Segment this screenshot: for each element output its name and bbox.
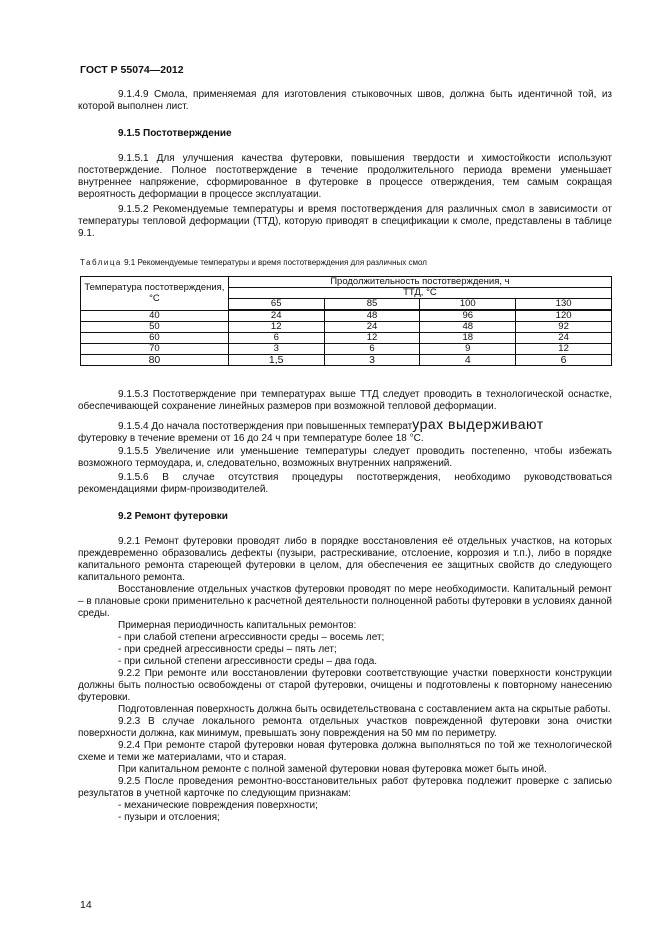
header-temperature: Температура постотверждения, °С (81, 277, 229, 311)
table-row (81, 333, 612, 344)
standard-header: ГОСТ Р 55074—2012 (80, 64, 184, 76)
table-caption-word: Таблица (80, 258, 122, 267)
paragraph-9-1-5-4-large: урах выдерживают (412, 416, 544, 432)
table-cell: 80 (81, 355, 229, 366)
table-cell: 12 (228, 322, 324, 333)
paragraph-9-1-5-4 (78, 418, 612, 445)
paragraph-9-1-5-3: 9.1.5.3 Постотверждение при температурах выше ТТД следует проводить в технологической оснастке, обеспечивающей сохранение линейных размеров при возможной тепловой деформации. (78, 389, 612, 412)
table-cell: 60 (81, 333, 229, 344)
paragraph-9-1-5-1: 9.1.5.1 Для улучшения качества футеровки, повышения твердости и химостойкости используют постотверждение. Полное постотверждение в течение продолжительного периода времени уменьшает внутреннее напряжение, сформированное в футеровке в процессе отверждения, тем самым сокращая вероятность деформации в процессе эксплуатации. (78, 153, 612, 200)
paragraph-9-2-2: 9.2.2 При ремонте или восстановлении футеровки соответствующие участки поверхности конструкции должны быть полностью освобождены от старой футеровки, очищены и подготовлены к повторному нанесению футеровки. (78, 668, 612, 703)
table-cell: 3 (228, 344, 324, 355)
post-cure-table (80, 276, 612, 366)
table-cell: 12 (324, 333, 420, 344)
section-heading-9-2: 9.2 Ремонт футеровки (118, 511, 228, 522)
table-cell: 24 (228, 310, 324, 322)
table-cell: 1,5 (228, 355, 324, 366)
table-cell: 70 (81, 344, 229, 355)
paragraph-prepared: Подготовленная поверхность должна быть освидетельствована с составлением акта на скрытые работы. (118, 704, 611, 715)
paragraph-9-1-5-4-end: футеровку в течение времени от 16 до 24 ч при температуре более 18 °С. (78, 433, 424, 444)
table-cell: 4 (420, 355, 516, 366)
paragraph-9-1-5-5: 9.1.5.5 Увеличение или уменьшение температуры следует проводить постепенно, чтобы избежать возможного термоудара, и, следовательно, возможных внутренних напряжений. (78, 446, 612, 469)
paragraph-period: Примерная периодичность капитальных ремонтов: (118, 620, 357, 631)
paragraph-restore: Восстановление отдельных участков футеровки проводят по мере необходимости. Капитальный ремонт – в плановые сроки применительно к расчетной деятельности полноценной работы футеровки в условиях данной среды. (78, 584, 612, 619)
table-row (81, 310, 612, 322)
list-item: - при сильной степени агрессивности среды – два года. (118, 656, 378, 667)
list-item: - механические повреждения поверхности; (118, 800, 318, 811)
paragraph-9-2-1: 9.2.1 Ремонт футеровки проводят либо в порядке восстановления её отдельных участков, на которых преждевременно образовались дефекты (пузыри, растрескивание, отслоение, коррозия и т.п.), либо в порядке капитального ремонта стареющей футеровки в целом, для обеспечения ее защитных свойств до следующего капитального ремонта. (78, 536, 612, 583)
table-caption-text: 9.1 Рекомендуемые температуры и время постотверждения для различных смол (121, 258, 427, 267)
table-cell: 24 (324, 322, 420, 333)
header-ttd: ТТД, °С (228, 288, 611, 299)
page-number: 14 (80, 899, 92, 911)
table-cell: 18 (420, 333, 516, 344)
header-ttd-col: 65 (228, 299, 324, 311)
table-row (81, 355, 612, 366)
paragraph-9-2-3: 9.2.3 В случае локального ремонта отдельных участков поврежденной футеровки зона очистки поверхности должна, как минимум, превышать зону повреждения на 50 мм по периметру. (78, 716, 612, 739)
section-heading-9-1-5: 9.1.5 Постотверждение (118, 128, 232, 139)
list-item: - при слабой степени агрессивности среды – восемь лет; (118, 632, 385, 643)
table-cell: 50 (81, 322, 229, 333)
table-cell: 48 (324, 310, 420, 322)
table-cell: 40 (81, 310, 229, 322)
header-ttd-col: 130 (516, 299, 612, 311)
header-ttd-col: 85 (324, 299, 420, 311)
section-9-2-body (78, 536, 612, 824)
header-ttd-col: 100 (420, 299, 516, 311)
paragraph-9-1-5-4-start: 9.1.5.4 До начала постотверждения при повышенных температ (118, 421, 413, 432)
table-cell: 96 (420, 310, 516, 322)
table-row (81, 344, 612, 355)
paragraph-9-1-4-9: 9.1.4.9 Смола, применяемая для изготовления стыковочных швов, должна быть идентичной той, из которой выполнен лист. (78, 89, 612, 112)
table-cell: 48 (420, 322, 516, 333)
table-cell: 12 (516, 344, 612, 355)
table-cell: 6 (228, 333, 324, 344)
list-item: - при средней агрессивности среды – пять лет; (118, 644, 337, 655)
table-cell: 6 (516, 355, 612, 366)
table-cell: 92 (516, 322, 612, 333)
table-cell: 9 (420, 344, 516, 355)
paragraph-capital: При капитальном ремонте с полной заменой футеровки новая футеровка может быть иной. (118, 764, 547, 775)
paragraph-9-1-5-6: 9.1.5.6 В случае отсутствия процедуры постотверждения, необходимо руководствоваться рекомендациями фирм-производителей. (78, 472, 612, 495)
table-caption (80, 258, 427, 267)
paragraph-9-2-5: 9.2.5 После проведения ремонтно-восстановительных работ футеровка подлежит проверке с записью результатов в учетной карточке по следующим признакам: (78, 776, 612, 799)
header-duration: Продолжительность постотверждения, ч (228, 277, 611, 288)
table-cell: 6 (324, 344, 420, 355)
table-cell: 3 (324, 355, 420, 366)
paragraph-9-1-5-2: 9.1.5.2 Рекомендуемые температуры и время постотверждения для различных смол в зависимости от температуры тепловой деформации (ТТД), которую приводят в спецификации к смоле, представлены в таблице 9.1. (78, 204, 612, 239)
paragraph-9-2-4: 9.2.4 При ремонте старой футеровки новая футеровка должна выполняться по той же технологической схеме и теми же материалами, что и старая. (78, 740, 612, 763)
table-row (81, 322, 612, 333)
list-item: - пузыри и отслоения; (118, 812, 220, 823)
table-cell: 24 (516, 333, 612, 344)
table-cell: 120 (516, 310, 612, 322)
